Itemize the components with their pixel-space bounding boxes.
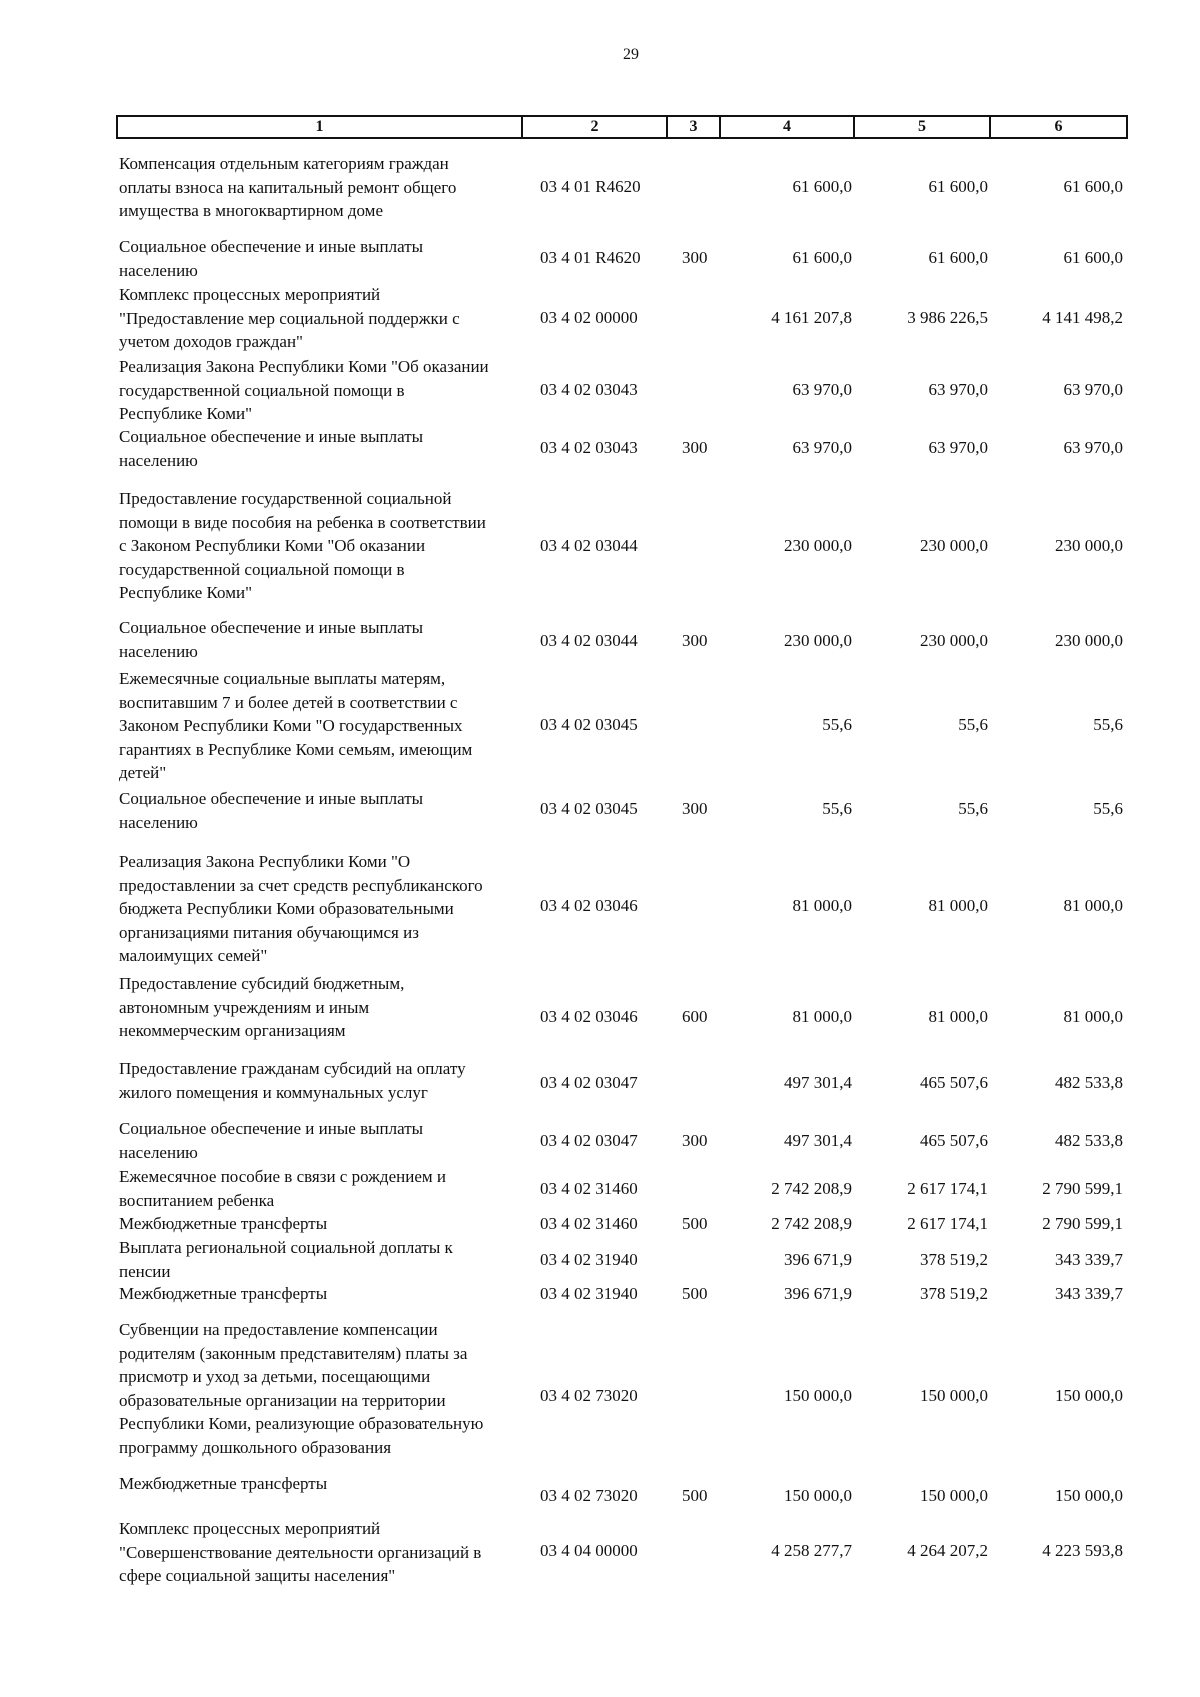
row-name-line: Социальное обеспечение и иные выплаты xyxy=(119,1119,424,1138)
row-value-col6: 150 000,0 xyxy=(1055,1486,1123,1505)
row-name-line: родителям (законным представителям) платы за xyxy=(119,1343,468,1363)
row-name xyxy=(119,1472,519,1496)
row-value-col4: 396 671,9 xyxy=(784,1250,852,1269)
row-code: 03 4 02 31460 xyxy=(540,1214,638,1233)
row-expense-type: 300 xyxy=(682,248,708,267)
header-col-6: 6 xyxy=(990,116,1127,138)
row-value-col6: 61 600,0 xyxy=(1063,177,1123,196)
row-name xyxy=(119,1212,519,1236)
row-code: 03 4 02 03046 xyxy=(540,1007,638,1026)
row-name-line: пенсии xyxy=(119,1261,171,1281)
row-expense-type: 500 xyxy=(682,1284,708,1303)
row-name-line: с Законом Республики Коми "Об оказании xyxy=(119,536,426,555)
row-expense-type: 500 xyxy=(682,1214,708,1233)
row-value-col4: 63 970,0 xyxy=(792,380,852,399)
row-name-line: жилого помещения и коммунальных услуг xyxy=(119,1082,428,1102)
row-value-col5: 81 000,0 xyxy=(928,896,988,915)
row-value-col5: 81 000,0 xyxy=(928,1007,988,1026)
row-value-col6: 81 000,0 xyxy=(1063,1007,1123,1026)
row-name xyxy=(119,1236,519,1283)
row-name-line: Социальное обеспечение и иные выплаты xyxy=(119,427,424,446)
row-value-col5: 3 986 226,5 xyxy=(907,308,988,327)
row-name-line: некоммерческим организациям xyxy=(119,1021,346,1040)
row-value-col5: 378 519,2 xyxy=(920,1284,988,1303)
row-name-line: предоставлении за счет средств республиканского xyxy=(119,875,483,895)
row-name xyxy=(119,787,519,834)
row-value-col6: 230 000,0 xyxy=(1055,631,1123,650)
row-code: 03 4 02 03043 xyxy=(540,380,638,399)
row-name-line: автономным учреждениям и иным xyxy=(119,997,370,1017)
row-name xyxy=(119,1057,519,1104)
row-name xyxy=(119,1117,519,1164)
row-name-line: Реализация Закона Республики Коми "О xyxy=(119,852,411,871)
row-value-col4: 4 161 207,8 xyxy=(771,308,852,327)
row-name-line: Социальное обеспечение и иные выплаты xyxy=(119,618,424,637)
row-code: 03 4 02 03045 xyxy=(540,715,638,734)
header-col-4: 4 xyxy=(720,116,854,138)
row-name-line: Межбюджетные трансферты xyxy=(119,1214,328,1233)
row-name-line: населению xyxy=(119,260,198,280)
row-value-col6: 2 790 599,1 xyxy=(1042,1179,1123,1198)
row-value-col5: 465 507,6 xyxy=(920,1073,988,1092)
row-name-line: Выплата региональной социальной доплаты к xyxy=(119,1238,453,1257)
row-value-col5: 378 519,2 xyxy=(920,1250,988,1269)
row-name-line: Ежемесячные социальные выплаты матерям, xyxy=(119,669,446,688)
row-name-line: сфере социальной защиты населения" xyxy=(119,1566,396,1585)
row-value-col6: 81 000,0 xyxy=(1063,896,1123,915)
row-name-line: оплаты взноса на капитальный ремонт общего xyxy=(119,177,457,197)
row-name-line: Республики Коми, реализующие образовательную xyxy=(119,1414,484,1433)
row-code: 03 4 01 R4620 xyxy=(540,248,641,267)
row-name-line: присмотр и уход за детьми, посещающими xyxy=(119,1367,431,1386)
row-value-col4: 61 600,0 xyxy=(792,177,852,196)
row-code: 03 4 02 73020 xyxy=(540,1486,638,1505)
row-expense-type: 500 xyxy=(682,1486,708,1505)
row-name-line: Предоставление гражданам субсидий на оплату xyxy=(119,1059,466,1078)
row-name-line: Социальное обеспечение и иные выплаты xyxy=(119,237,424,256)
row-name xyxy=(119,425,519,472)
row-name-line: Законом Республики Коми "О государственных xyxy=(119,716,463,735)
row-name-line: малоимущих семей" xyxy=(119,946,268,965)
row-name xyxy=(119,972,519,1043)
row-name-line: организациями питания обучающимся из xyxy=(119,922,419,942)
row-value-col5: 465 507,6 xyxy=(920,1131,988,1150)
row-value-col4: 61 600,0 xyxy=(792,248,852,267)
row-name-line: учетом доходов граждан" xyxy=(119,332,303,351)
header-col-5: 5 xyxy=(854,116,990,138)
row-code: 03 4 02 31460 xyxy=(540,1179,638,1198)
row-expense-type: 300 xyxy=(682,631,708,650)
row-name-line: Ежемесячное пособие в связи с рождением и xyxy=(119,1167,446,1186)
row-name-line: Предоставление субсидий бюджетным, xyxy=(119,974,405,993)
row-value-col6: 482 533,8 xyxy=(1055,1073,1123,1092)
header-col-2: 2 xyxy=(522,116,667,138)
row-name xyxy=(119,1282,519,1306)
row-name xyxy=(119,152,519,223)
row-value-col4: 497 301,4 xyxy=(784,1131,852,1150)
row-name-line: населению xyxy=(119,812,198,832)
row-expense-type: 300 xyxy=(682,1131,708,1150)
row-value-col4: 150 000,0 xyxy=(784,1386,852,1405)
row-name xyxy=(119,1165,519,1212)
row-name-line: Республике Коми" xyxy=(119,404,253,423)
row-value-col4: 81 000,0 xyxy=(792,896,852,915)
row-value-col5: 150 000,0 xyxy=(920,1486,988,1505)
row-name-line: образовательные организации на территории xyxy=(119,1390,446,1410)
row-value-col5: 63 970,0 xyxy=(928,380,988,399)
row-name xyxy=(119,616,519,663)
row-value-col4: 63 970,0 xyxy=(792,438,852,457)
row-value-col5: 230 000,0 xyxy=(920,536,988,555)
row-value-col5: 55,6 xyxy=(958,799,988,818)
row-value-col4: 230 000,0 xyxy=(784,536,852,555)
row-value-col6: 4 141 498,2 xyxy=(1042,308,1123,327)
row-expense-type: 300 xyxy=(682,799,708,818)
row-value-col4: 2 742 208,9 xyxy=(771,1179,852,1198)
row-code: 03 4 02 73020 xyxy=(540,1386,638,1405)
row-name-line: Комплекс процессных мероприятий xyxy=(119,1519,381,1538)
row-value-col4: 497 301,4 xyxy=(784,1073,852,1092)
row-value-col4: 2 742 208,9 xyxy=(771,1214,852,1233)
row-value-col5: 150 000,0 xyxy=(920,1386,988,1405)
row-value-col6: 482 533,8 xyxy=(1055,1131,1123,1150)
row-name xyxy=(119,1318,519,1459)
row-name-line: Социальное обеспечение и иные выплаты xyxy=(119,789,424,808)
row-code: 03 4 02 03047 xyxy=(540,1131,638,1150)
row-value-col4: 55,6 xyxy=(822,715,852,734)
row-name-line: воспитавшим 7 и более детей в соответствии с xyxy=(119,692,458,712)
row-code: 03 4 02 31940 xyxy=(540,1284,638,1303)
row-name-line: "Предоставление мер социальной поддержки с xyxy=(119,308,460,328)
row-code: 03 4 02 03047 xyxy=(540,1073,638,1092)
row-name-line: Субвенции на предоставление компенсации xyxy=(119,1320,438,1339)
row-value-col5: 230 000,0 xyxy=(920,631,988,650)
row-value-col5: 55,6 xyxy=(958,715,988,734)
header-col-1: 1 xyxy=(117,116,522,138)
row-name-line: Комплекс процессных мероприятий xyxy=(119,285,381,304)
row-name xyxy=(119,487,519,605)
row-value-col4: 81 000,0 xyxy=(792,1007,852,1026)
row-code: 03 4 02 03043 xyxy=(540,438,638,457)
row-code: 03 4 02 03045 xyxy=(540,799,638,818)
row-name-line: помощи в виде пособия на ребенка в соответствии xyxy=(119,512,486,532)
page-number: 29 xyxy=(623,46,639,63)
row-value-col6: 343 339,7 xyxy=(1055,1284,1123,1303)
row-name-line: воспитанием ребенка xyxy=(119,1190,275,1210)
row-value-col6: 343 339,7 xyxy=(1055,1250,1123,1269)
row-value-col4: 55,6 xyxy=(822,799,852,818)
row-name-line: Республике Коми" xyxy=(119,583,253,602)
row-value-col5: 61 600,0 xyxy=(928,248,988,267)
row-name-line: "Совершенствование деятельности организаций в xyxy=(119,1542,482,1562)
row-name xyxy=(119,235,519,282)
row-name-line: населению xyxy=(119,1142,198,1162)
row-value-col6: 4 223 593,8 xyxy=(1042,1541,1123,1560)
row-code: 03 4 02 03046 xyxy=(540,896,638,915)
row-name-line: гарантиях в Республике Коми семьям, имеющим xyxy=(119,739,473,759)
row-name-line: программу дошкольного образования xyxy=(119,1437,392,1457)
row-value-col5: 63 970,0 xyxy=(928,438,988,457)
row-value-col6: 230 000,0 xyxy=(1055,536,1123,555)
row-code: 03 4 04 00000 xyxy=(540,1541,638,1560)
row-name xyxy=(119,1517,519,1588)
row-name-line: населению xyxy=(119,641,198,661)
row-value-col6: 2 790 599,1 xyxy=(1042,1214,1123,1233)
row-code: 03 4 01 R4620 xyxy=(540,177,641,196)
row-value-col5: 2 617 174,1 xyxy=(907,1214,988,1233)
row-value-col4: 150 000,0 xyxy=(784,1486,852,1505)
column-header-row xyxy=(116,115,1128,139)
row-name-line: Компенсация отдельным категориям граждан xyxy=(119,154,449,173)
row-value-col5: 61 600,0 xyxy=(928,177,988,196)
row-value-col6: 61 600,0 xyxy=(1063,248,1123,267)
row-value-col6: 55,6 xyxy=(1093,715,1123,734)
row-code: 03 4 02 03044 xyxy=(540,536,638,555)
row-code: 03 4 02 03044 xyxy=(540,631,638,650)
row-code: 03 4 02 00000 xyxy=(540,308,638,327)
row-expense-type: 600 xyxy=(682,1007,708,1026)
row-value-col4: 396 671,9 xyxy=(784,1284,852,1303)
row-value-col4: 230 000,0 xyxy=(784,631,852,650)
row-name xyxy=(119,667,519,785)
row-value-col4: 4 258 277,7 xyxy=(771,1541,852,1560)
row-name-line: Предоставление государственной социальной xyxy=(119,489,452,508)
row-value-col5: 4 264 207,2 xyxy=(907,1541,988,1560)
row-value-col5: 2 617 174,1 xyxy=(907,1179,988,1198)
row-name-line: бюджета Республики Коми образовательными xyxy=(119,899,454,918)
row-value-col6: 55,6 xyxy=(1093,799,1123,818)
row-name-line: Межбюджетные трансферты xyxy=(119,1474,328,1493)
row-name xyxy=(119,850,519,968)
row-name-line: государственной социальной помощи в xyxy=(119,559,405,579)
row-expense-type: 300 xyxy=(682,438,708,457)
row-name-line: Межбюджетные трансферты xyxy=(119,1284,328,1303)
row-value-col6: 63 970,0 xyxy=(1063,438,1123,457)
row-value-col6: 150 000,0 xyxy=(1055,1386,1123,1405)
row-name-line: государственной социальной помощи в xyxy=(119,380,405,400)
row-name-line: детей" xyxy=(119,763,167,782)
row-value-col6: 63 970,0 xyxy=(1063,380,1123,399)
row-name xyxy=(119,355,519,426)
header-col-3: 3 xyxy=(667,116,720,138)
row-name-line: Реализация Закона Республики Коми "Об оказании xyxy=(119,357,489,376)
row-name xyxy=(119,283,519,354)
row-name-line: населению xyxy=(119,450,198,470)
row-name-line: имущества в многоквартирном доме xyxy=(119,201,383,220)
row-code: 03 4 02 31940 xyxy=(540,1250,638,1269)
